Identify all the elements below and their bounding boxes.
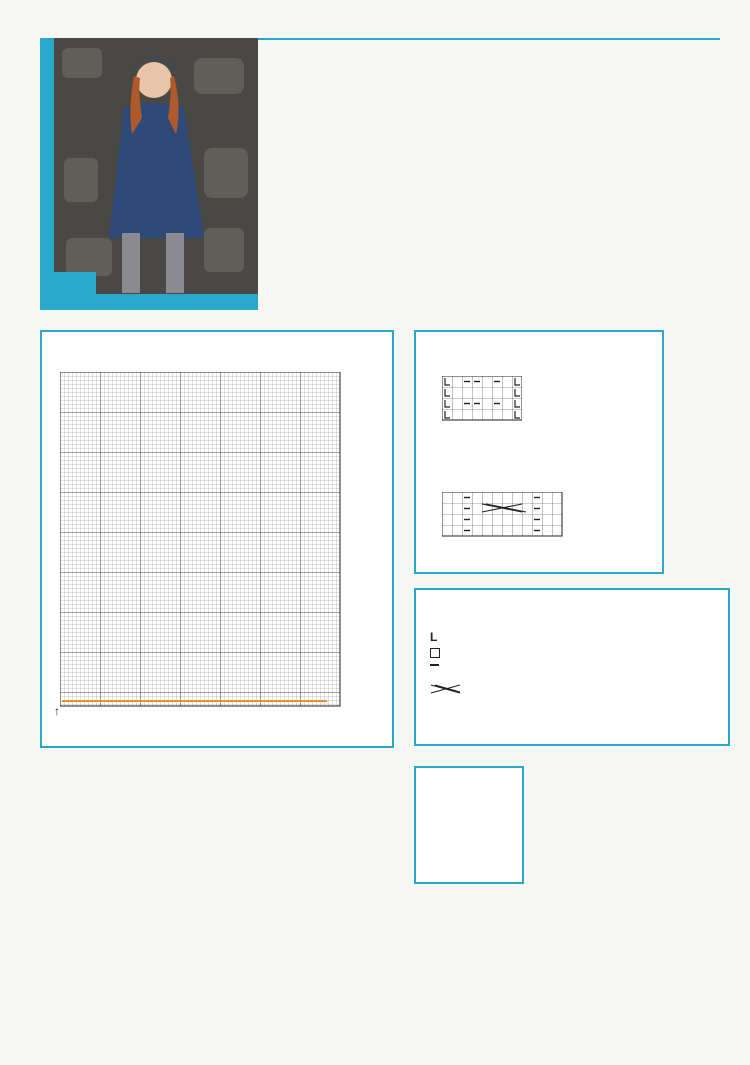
sleeve-chart-panel (40, 330, 394, 748)
model-photo (54, 38, 258, 294)
model-photo-frame (40, 38, 258, 310)
patterns-panel (414, 330, 664, 574)
sizes-panel (414, 766, 524, 884)
pattern1-grid (442, 376, 522, 424)
center-arrow-icon: ↑ (54, 704, 60, 718)
legend-panel (414, 588, 730, 746)
edge-stitch-icon: L (430, 630, 438, 644)
pattern2-grid (442, 492, 572, 540)
legend-item-knit (430, 648, 444, 658)
legend-item-edge (430, 630, 441, 644)
dash-icon (430, 664, 439, 666)
legend-item-purl (430, 664, 443, 666)
cable-cross-icon (430, 682, 462, 694)
model-photo-illustration (54, 38, 258, 294)
empty-square-icon (430, 648, 440, 658)
model-number-badge (40, 272, 96, 310)
width-arrow-line (62, 700, 327, 702)
sleeve-grid (60, 372, 360, 712)
